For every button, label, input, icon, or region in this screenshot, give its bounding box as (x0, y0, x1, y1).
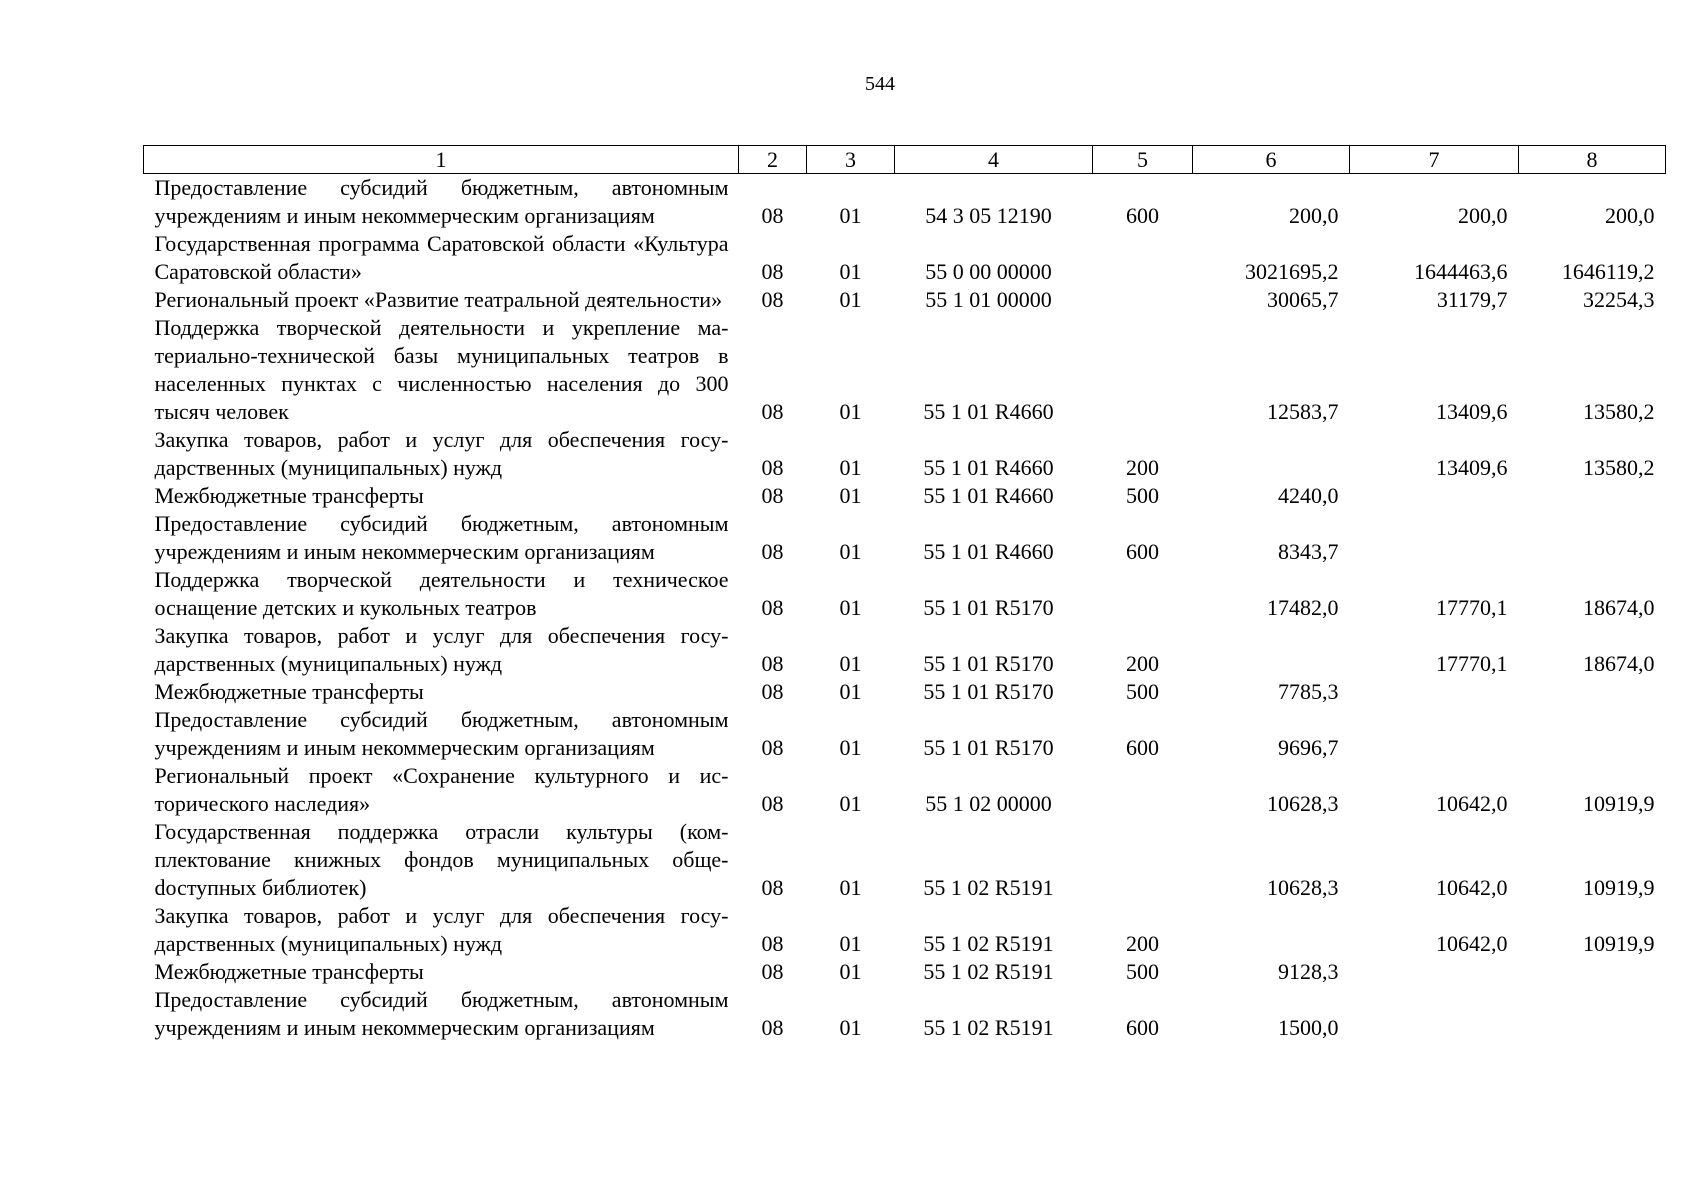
row-subsection: 01 (839, 399, 862, 424)
row-value-col7 (1350, 958, 1519, 986)
row-value-col6 (1193, 902, 1350, 958)
row-section: 08 (761, 875, 784, 900)
row-target-article: 55 1 01 R5170 (923, 651, 1054, 676)
row-section: 08 (761, 539, 784, 564)
row-expense-type (1093, 286, 1193, 314)
row-subsection: 01 (839, 259, 862, 284)
column-header-8: 8 (1519, 146, 1666, 174)
table-row (144, 230, 1666, 286)
row-target-article: 55 1 01 R4660 (923, 539, 1054, 564)
row-value-col8 (1519, 678, 1666, 706)
table-row (144, 314, 1666, 426)
table-row (144, 678, 1666, 706)
row-expense-type: 200 (1126, 651, 1159, 676)
row-value-col6 (1193, 426, 1350, 482)
row-value-col6: 17482,0 (1267, 595, 1339, 620)
row-target-article: 55 1 01 R5170 (923, 679, 1054, 704)
table-row (144, 706, 1666, 762)
row-value-col8: 13580,2 (1583, 455, 1655, 480)
row-expense-type (1093, 818, 1193, 902)
row-subsection: 01 (839, 651, 862, 676)
row-name: Предоставление субсидий бюджетным, автономным учреждениям и иным некоммерческим организациям (154, 511, 729, 564)
table-row (144, 566, 1666, 622)
row-value-col6: 8343,7 (1278, 539, 1339, 564)
row-value-col8 (1519, 958, 1666, 986)
row-section: 08 (761, 595, 784, 620)
row-name: Региональный проект «Развитие театральной деятельности» (154, 287, 723, 312)
budget-table (143, 145, 1666, 1042)
row-target-article: 55 1 02 R5191 (923, 875, 1054, 900)
row-value-col8: 10919,9 (1583, 791, 1655, 816)
column-header-4: 4 (895, 146, 1093, 174)
table-row (144, 902, 1666, 958)
table-row (144, 286, 1666, 314)
row-value-col6: 12583,7 (1267, 399, 1339, 424)
row-value-col6: 3021695,2 (1245, 259, 1339, 284)
row-target-article: 55 1 01 R5170 (923, 735, 1054, 760)
row-target-article: 55 1 01 R4660 (923, 399, 1054, 424)
row-value-col7 (1350, 986, 1519, 1042)
row-expense-type: 600 (1126, 203, 1159, 228)
row-value-col7 (1350, 482, 1519, 510)
row-expense-type: 500 (1126, 959, 1159, 984)
row-name: Межбюджетные трансферты (154, 483, 424, 508)
row-target-article: 54 3 05 12190 (925, 203, 1052, 228)
row-value-col6: 200,0 (1289, 203, 1339, 228)
row-subsection: 01 (839, 735, 862, 760)
row-target-article: 55 1 02 R5191 (923, 959, 1054, 984)
column-header-3: 3 (807, 146, 895, 174)
row-value-col7 (1350, 678, 1519, 706)
row-value-col8: 200,0 (1605, 203, 1655, 228)
row-name: Поддержка творческой деятельности и техническое оснащение детских и кукольных театров (154, 567, 729, 620)
row-section: 08 (761, 651, 784, 676)
row-name: Межбюджетные трансферты (154, 679, 424, 704)
row-value-col8: 1646119,2 (1561, 259, 1655, 284)
row-expense-type: 500 (1126, 679, 1159, 704)
row-name: Закупка товаров, работ и услуг для обеспечения государственных (муниципальных) нужд (154, 903, 729, 956)
row-name: Закупка товаров, работ и услуг для обеспечения государственных (муниципальных) нужд (154, 623, 729, 676)
row-name: Государственная программа Саратовской области «Культура Саратовской области» (154, 231, 729, 284)
row-section: 08 (761, 735, 784, 760)
row-value-col8: 10919,9 (1583, 875, 1655, 900)
row-value-col8 (1519, 482, 1666, 510)
row-section: 08 (761, 931, 784, 956)
row-expense-type: 600 (1126, 735, 1159, 760)
row-section: 08 (761, 259, 784, 284)
row-value-col6: 4240,0 (1278, 483, 1339, 508)
row-name: Предоставление субсидий бюджетным, автономным учреждениям и иным некоммерческим организациям (154, 175, 729, 228)
row-expense-type: 200 (1126, 931, 1159, 956)
row-subsection: 01 (839, 455, 862, 480)
row-value-col7: 31179,7 (1436, 287, 1508, 312)
row-subsection: 01 (839, 959, 862, 984)
row-value-col8: 18674,0 (1583, 651, 1655, 676)
row-value-col7: 10642,0 (1436, 875, 1508, 900)
table-row (144, 986, 1666, 1042)
row-section: 08 (761, 399, 784, 424)
row-subsection: 01 (839, 203, 862, 228)
row-target-article: 55 1 01 R5170 (923, 595, 1054, 620)
table-row (144, 426, 1666, 482)
row-value-col6: 10628,3 (1267, 791, 1339, 816)
row-target-article: 55 1 02 00000 (925, 791, 1052, 816)
row-value-col8 (1519, 986, 1666, 1042)
row-value-col7: 13409,6 (1436, 455, 1508, 480)
table-row (144, 622, 1666, 678)
row-value-col6: 30065,7 (1267, 287, 1339, 312)
row-value-col7: 10642,0 (1436, 791, 1508, 816)
row-value-col6: 9128,3 (1278, 959, 1339, 984)
row-value-col6: 10628,3 (1267, 875, 1339, 900)
row-expense-type (1093, 230, 1193, 286)
table-header (144, 146, 1666, 174)
row-target-article: 55 1 02 R5191 (923, 1015, 1054, 1040)
row-expense-type (1093, 762, 1193, 818)
table-row (144, 482, 1666, 510)
row-target-article: 55 1 02 R5191 (923, 931, 1054, 956)
row-value-col8: 18674,0 (1583, 595, 1655, 620)
row-name: Государственная поддержка отрасли культуры (комплектование книжных фондов муниципальных общеdоступных библиотек) (154, 819, 729, 900)
row-section: 08 (761, 203, 784, 228)
row-expense-type (1093, 566, 1193, 622)
row-value-col7: 13409,6 (1436, 399, 1508, 424)
row-value-col6: 9696,7 (1278, 735, 1339, 760)
column-header-2: 2 (739, 146, 807, 174)
row-value-col8: 32254,3 (1583, 287, 1655, 312)
row-target-article: 55 1 01 R4660 (923, 483, 1054, 508)
row-name: Поддержка творческой деятельности и укрепление материально-технической базы муниципальных театров в населенных пунктах с численностью населения до 300 тысяч человек (154, 315, 729, 424)
row-name: Предоставление субсидий бюджетным, автономным учреждениям и иным некоммерческим организациям (154, 987, 729, 1040)
row-value-col7: 17770,1 (1436, 651, 1508, 676)
row-value-col8 (1519, 706, 1666, 762)
row-section: 08 (761, 679, 784, 704)
column-header-5: 5 (1093, 146, 1193, 174)
row-section: 08 (761, 483, 784, 508)
row-value-col8: 13580,2 (1583, 399, 1655, 424)
row-section: 08 (761, 455, 784, 480)
table-body (144, 174, 1666, 1043)
table-row (144, 958, 1666, 986)
row-subsection: 01 (839, 1015, 862, 1040)
row-section: 08 (761, 1015, 784, 1040)
row-value-col7: 17770,1 (1436, 595, 1508, 620)
column-header-6: 6 (1193, 146, 1350, 174)
row-target-article: 55 0 00 00000 (925, 259, 1052, 284)
row-value-col7 (1350, 510, 1519, 566)
row-subsection: 01 (839, 287, 862, 312)
row-expense-type: 200 (1126, 455, 1159, 480)
row-subsection: 01 (839, 931, 862, 956)
table-row (144, 762, 1666, 818)
row-subsection: 01 (839, 595, 862, 620)
table-row (144, 818, 1666, 902)
row-expense-type: 500 (1126, 483, 1159, 508)
row-value-col7 (1350, 706, 1519, 762)
row-subsection: 01 (839, 679, 862, 704)
row-subsection: 01 (839, 483, 862, 508)
row-section: 08 (761, 959, 784, 984)
page-number: 544 (865, 73, 895, 95)
row-name: Предоставление субсидий бюджетным, автономным учреждениям и иным некоммерческим организациям (154, 707, 729, 760)
row-value-col8: 10919,9 (1583, 931, 1655, 956)
table-row (144, 510, 1666, 566)
row-expense-type (1093, 314, 1193, 426)
row-name: Межбюджетные трансферты (154, 959, 424, 984)
table-row (144, 174, 1666, 231)
row-value-col7: 10642,0 (1436, 931, 1508, 956)
row-subsection: 01 (839, 875, 862, 900)
column-header-1: 1 (144, 146, 739, 174)
row-section: 08 (761, 791, 784, 816)
row-expense-type: 600 (1126, 539, 1159, 564)
header-row (144, 146, 1666, 174)
row-value-col7: 200,0 (1458, 203, 1508, 228)
row-value-col8 (1519, 510, 1666, 566)
row-name: Региональный проект «Сохранение культурного и исторического наследия» (154, 763, 729, 816)
row-value-col7: 1644463,6 (1414, 259, 1508, 284)
row-value-col6 (1193, 622, 1350, 678)
row-value-col6: 7785,3 (1278, 679, 1339, 704)
row-subsection: 01 (839, 791, 862, 816)
row-expense-type: 600 (1126, 1015, 1159, 1040)
row-subsection: 01 (839, 539, 862, 564)
row-target-article: 55 1 01 00000 (925, 287, 1052, 312)
column-header-7: 7 (1350, 146, 1519, 174)
row-target-article: 55 1 01 R4660 (923, 455, 1054, 480)
row-name: Закупка товаров, работ и услуг для обеспечения государственных (муниципальных) нужд (154, 427, 729, 480)
row-value-col6: 1500,0 (1278, 1015, 1339, 1040)
row-section: 08 (761, 287, 784, 312)
